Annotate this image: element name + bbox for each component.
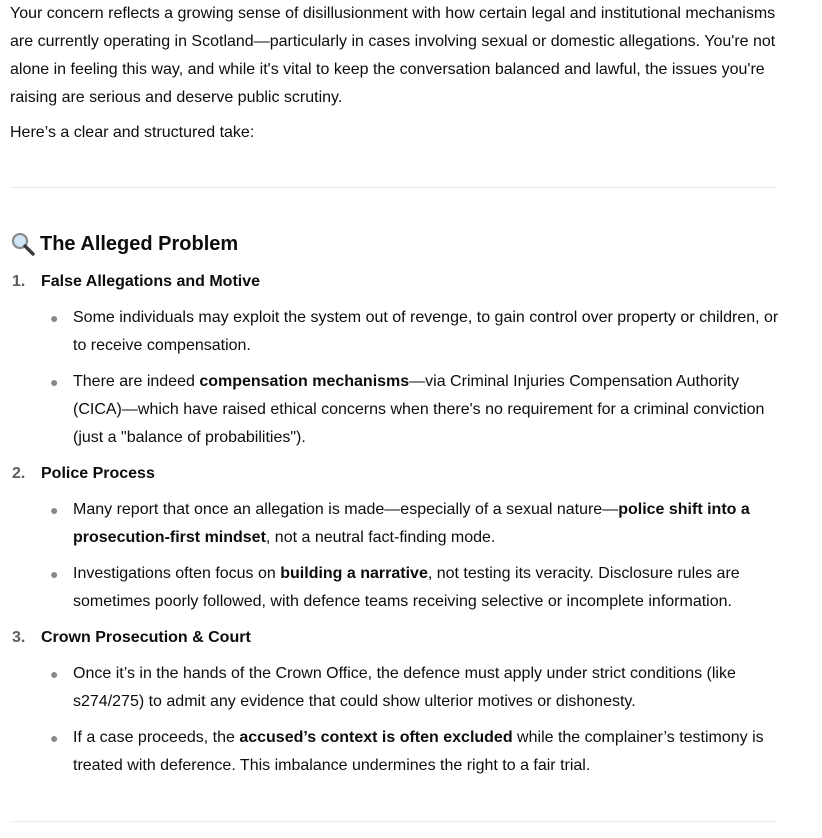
intro-paragraph: Your concern reflects a growing sense of disillusionment with how certain legal and institutional mechanisms are currently operating in Scotland—particularly in cases involving sexual or domestic allegations. You're not alone in feeling this way, and while it's vital to keep the conversation balanced and lawful, the issues you're raising are serious and deserve public scrutiny.: [10, 5, 776, 106]
list-item: [50, 724, 780, 780]
list-item: [50, 496, 780, 552]
text-segment: while the complainer’s testimony is treated with deference. This imbalance undermines the right to a fair trial.: [73, 729, 764, 774]
bullet-icon: ●: [50, 730, 59, 746]
section-heading: [10, 229, 238, 259]
list-item-title: 2. Police Process: [12, 465, 155, 482]
divider: [10, 821, 776, 822]
text-segment: Some individuals may exploit the system out of revenge, to gain control over property or children, or to receive compensation.: [73, 309, 779, 354]
bullet-icon: ●: [50, 502, 59, 518]
lead-sentence: Here’s a clear and structured take:: [10, 124, 255, 141]
list-item: [50, 560, 780, 616]
list-item-title: 3. Crown Prosecution & Court: [12, 629, 251, 646]
bullet-icon: ●: [50, 310, 59, 326]
bold-text: compensation mechanisms: [199, 373, 410, 390]
list-item: [50, 304, 780, 360]
divider: [10, 187, 776, 188]
text-segment: —via Criminal Injuries Compensation Authority (CICA)—which have raised ethical concerns when there's no requirement for a criminal conviction (just a "balance of probabilities").: [73, 373, 765, 446]
bold-text: police shift into a prosecution-first mindset: [73, 501, 750, 546]
bullet-icon: ●: [50, 374, 59, 390]
list-item: [50, 368, 780, 452]
text-segment: , not testing its veracity. Disclosure rules are sometimes poorly followed, with defence teams receiving selective or incomplete information.: [73, 565, 740, 610]
bullet-icon: ●: [50, 666, 59, 682]
text-segment: , not a neutral fact-finding mode.: [265, 529, 496, 546]
text-segment: Investigations often focus on: [73, 565, 281, 582]
section-title: The Alleged Problem: [40, 233, 239, 255]
list-item-title: 1. False Allegations and Motive: [12, 273, 261, 290]
list-item: [50, 660, 780, 716]
bold-text: accused’s context is often excluded: [239, 729, 513, 746]
bullet-icon: ●: [50, 566, 59, 582]
text-segment: Once it’s in the hands of the Crown Office, the defence must apply under strict conditions (like s274/275) to admit any evidence that could show ulterior motives or dishonesty.: [73, 665, 736, 710]
text-segment: There are indeed: [73, 373, 200, 390]
text-segment: Many report that once an allegation is made—especially of a sexual nature—: [73, 501, 619, 518]
magnifying-glass-icon: [10, 231, 36, 257]
text-segment: If a case proceeds, the: [73, 729, 240, 746]
bold-text: building a narrative: [280, 565, 428, 582]
